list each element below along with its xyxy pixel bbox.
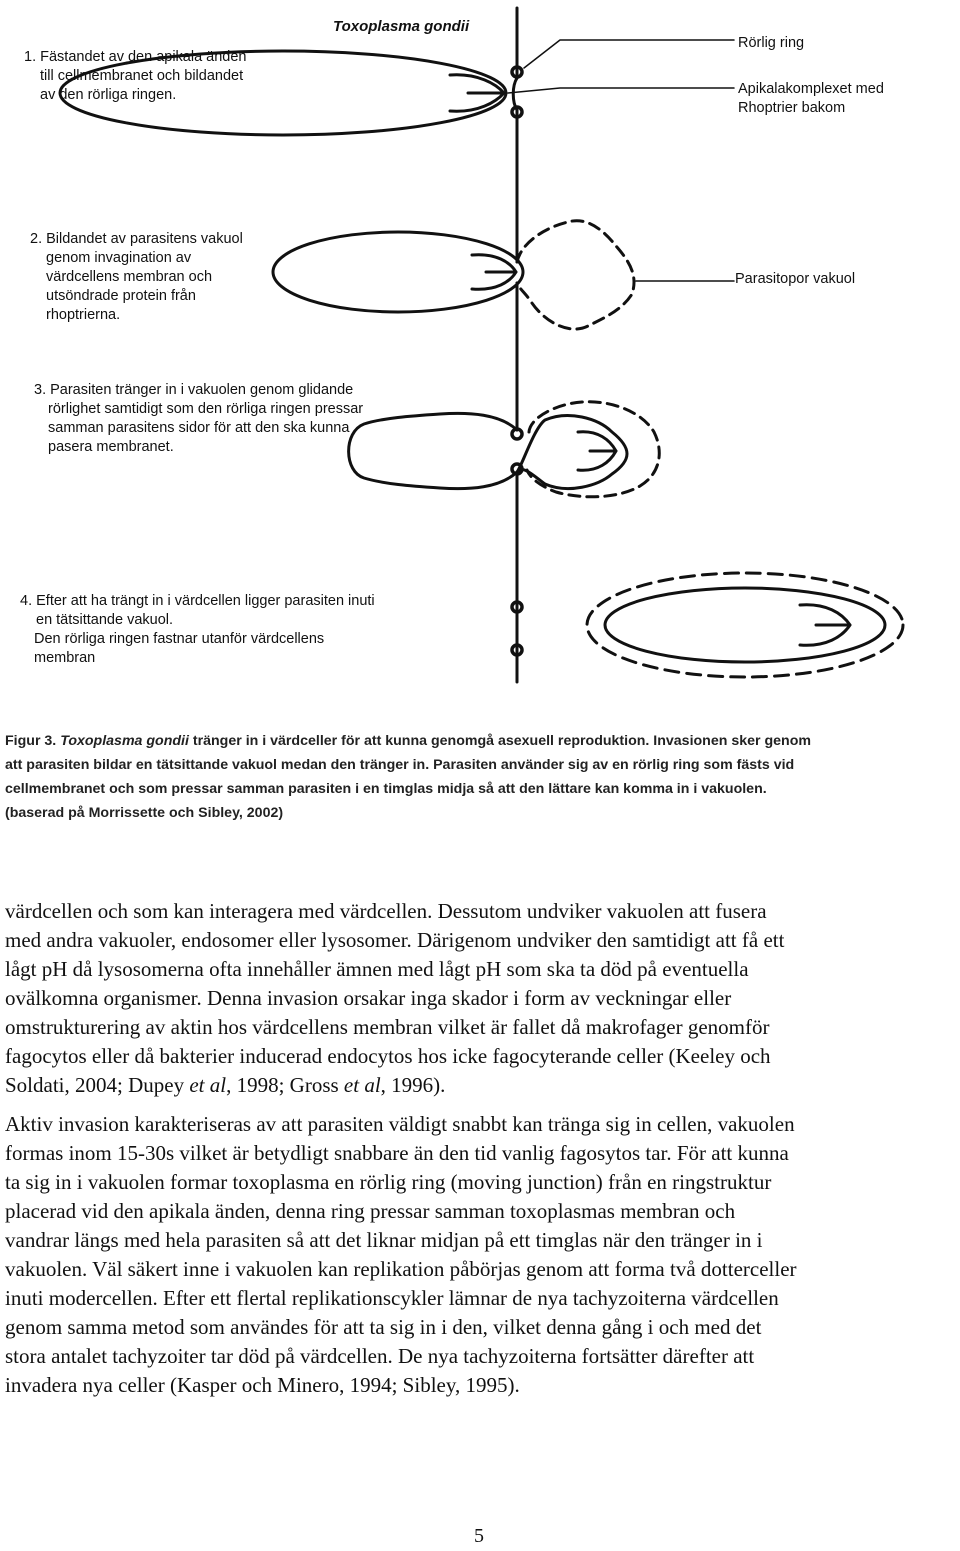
label-apical-complex	[738, 80, 884, 118]
text-line: vandrar längs med hela parasiten så att det liknar midjan på ett timglas när den tränger in i	[5, 1228, 763, 1252]
step-4-line: membran	[34, 650, 96, 666]
label-moving-ring: Rörlig ring	[738, 35, 805, 51]
caption-line	[5, 729, 955, 753]
caption-line: cellmembranet och som pressar samman parasiten i en timglas midja så att den lättare kan komma in i vakuolen.	[5, 781, 767, 797]
step-3-line: pasera membranet.	[48, 439, 174, 455]
page-number: 5	[474, 1525, 484, 1547]
step-4-line: en tätsittande vakuol.	[36, 612, 174, 628]
apical-complex-step3	[578, 432, 616, 471]
step-1-line: till cellmembranet och bildandet	[40, 68, 244, 84]
step-3-line: rörlighet samtidigt som den rörliga ringen pressar	[48, 401, 364, 417]
step-4-text	[20, 592, 375, 668]
step-2-line: genom invagination av	[46, 250, 192, 266]
step-4-line: Den rörliga ringen fastnar utanför värdcellens	[34, 631, 325, 647]
caption-line: (baserad på Morrissette och Sibley, 2002)	[5, 805, 284, 821]
vacuole-dashed-step3	[527, 402, 659, 497]
text-line: ta sig in i vakuolen formar toxoplasma en rörlig ring (moving junction) från en ringstruktur	[5, 1170, 772, 1194]
label-vacuole: Parasitopor vakuol	[735, 271, 856, 287]
text-line: genom samma metod som användes för att ta sig in i den, vilket denna gång i och med det	[5, 1315, 762, 1339]
text-line: med andra vakuoler, endosomer eller lysosomer. Därigenom undviker den samtidigt att få ett	[5, 928, 785, 952]
text-run: , 1998; Gross	[226, 1073, 344, 1097]
paragraph	[5, 1110, 960, 1400]
text-line: placerad vid den apikala änden, denna ring pressar samman toxoplasmas membran och	[5, 1199, 736, 1223]
text-italic: et al	[189, 1073, 227, 1097]
step-1-text	[24, 48, 247, 105]
paragraph	[5, 897, 960, 1100]
label-apical-line: Rhoptrier bakom	[738, 100, 846, 116]
caption-prefix: Figur 3.	[5, 733, 61, 749]
text-line: fagocytos eller då bakterier inducerad endocytos hos icke fagocyterande celler (Keeley och	[5, 1044, 771, 1068]
step-3-text	[34, 381, 363, 457]
apical-complex-step4	[800, 605, 850, 646]
invasion-figure	[0, 0, 960, 700]
text-line: Aktiv invasion karakteriseras av att parasiten väldigt snabbt kan tränga sig in cellen, vakuolen	[5, 1112, 795, 1136]
pointer-moving-ring	[524, 40, 734, 68]
text-run: Soldati, 2004; Dupey	[5, 1073, 190, 1097]
membrane-notch-step1	[513, 78, 517, 110]
text-line: lågt pH då lysosomerna ofta innehåller ämnen med lågt pH som ska ta död på eventuella	[5, 957, 749, 981]
caption-line: att parasiten bildar en tätsittande vakuol medan den tränger in. Parasiten använder sig av en rörlig ring som fästs vid	[5, 757, 795, 773]
text-line: stora antalet tachyzoiter tar död på värdcellen. De nya tachyzoiterna fortsätter därefter att	[5, 1344, 755, 1368]
text-line: vakuolen. Väl säkert inne i vakuolen kan replikation påbörjas genom att forma två dotterceller	[5, 1257, 797, 1281]
step-2-line: utsöndrade protein från	[46, 288, 196, 304]
text-italic: et al	[343, 1073, 381, 1097]
step-2-text	[30, 230, 243, 325]
apical-complex-step2	[472, 255, 516, 290]
caption-species: Toxoplasma gondii	[60, 733, 189, 749]
step-1-line: 1. Fästandet av den apikala änden	[24, 49, 247, 65]
body-text	[5, 897, 960, 1400]
figure-caption	[5, 729, 955, 825]
step-3-line: 3. Parasiten tränger in i vakuolen genom glidande	[34, 382, 354, 398]
pointer-apical-complex	[508, 88, 734, 93]
step-2-line: värdcellens membran och	[46, 269, 213, 285]
text-line	[5, 1071, 960, 1100]
figure-title: Toxoplasma gondii	[333, 18, 470, 35]
step-2-line: 2. Bildandet av parasitens vakuol	[30, 231, 243, 247]
step-2-line: rhoptrierna.	[46, 307, 121, 323]
step-1-line: av den rörliga ringen.	[40, 87, 177, 103]
moving-ring-3b	[512, 464, 522, 474]
text-line: värdcellen och som kan interagera med värdcellen. Dessutom undviker vakuolen att fusera	[5, 899, 767, 923]
step-4-line: 4. Efter att ha trängt in i värdcellen ligger parasiten inuti	[20, 593, 375, 609]
text-line: invadera nya celler (Kasper och Minero, 1994; Sibley, 1995).	[5, 1373, 520, 1397]
moving-ring-3a	[512, 429, 522, 439]
parasite-step3	[349, 413, 627, 488]
text-line: ovälkomna organismer. Denna invasion orsakar inga skador i form av veckningar eller	[5, 986, 732, 1010]
text-line: formas inom 15-30s vilket är betydligt snabbare än den tid vanlig fagosytos tar. För att kunna	[5, 1141, 789, 1165]
text-line: inuti modercellen. Efter ett flertal replikationscykler lämnar de nya tachyzoiterna värdcellen	[5, 1286, 779, 1310]
step-3-line: samman parasitens sidor för att den ska kunna	[48, 420, 350, 436]
caption-text: tränger in i värdceller för att kunna genomgå asexuell reproduktion. Invasionen sker genom	[188, 733, 811, 749]
vacuole-dashed-step2	[517, 221, 634, 329]
text-run: , 1996).	[380, 1073, 446, 1097]
text-line: omstrukturering av aktin hos värdcellens membran vilket är fallet då makrofager genomför	[5, 1015, 770, 1039]
label-apical-line: Apikalakomplexet med	[738, 81, 884, 97]
